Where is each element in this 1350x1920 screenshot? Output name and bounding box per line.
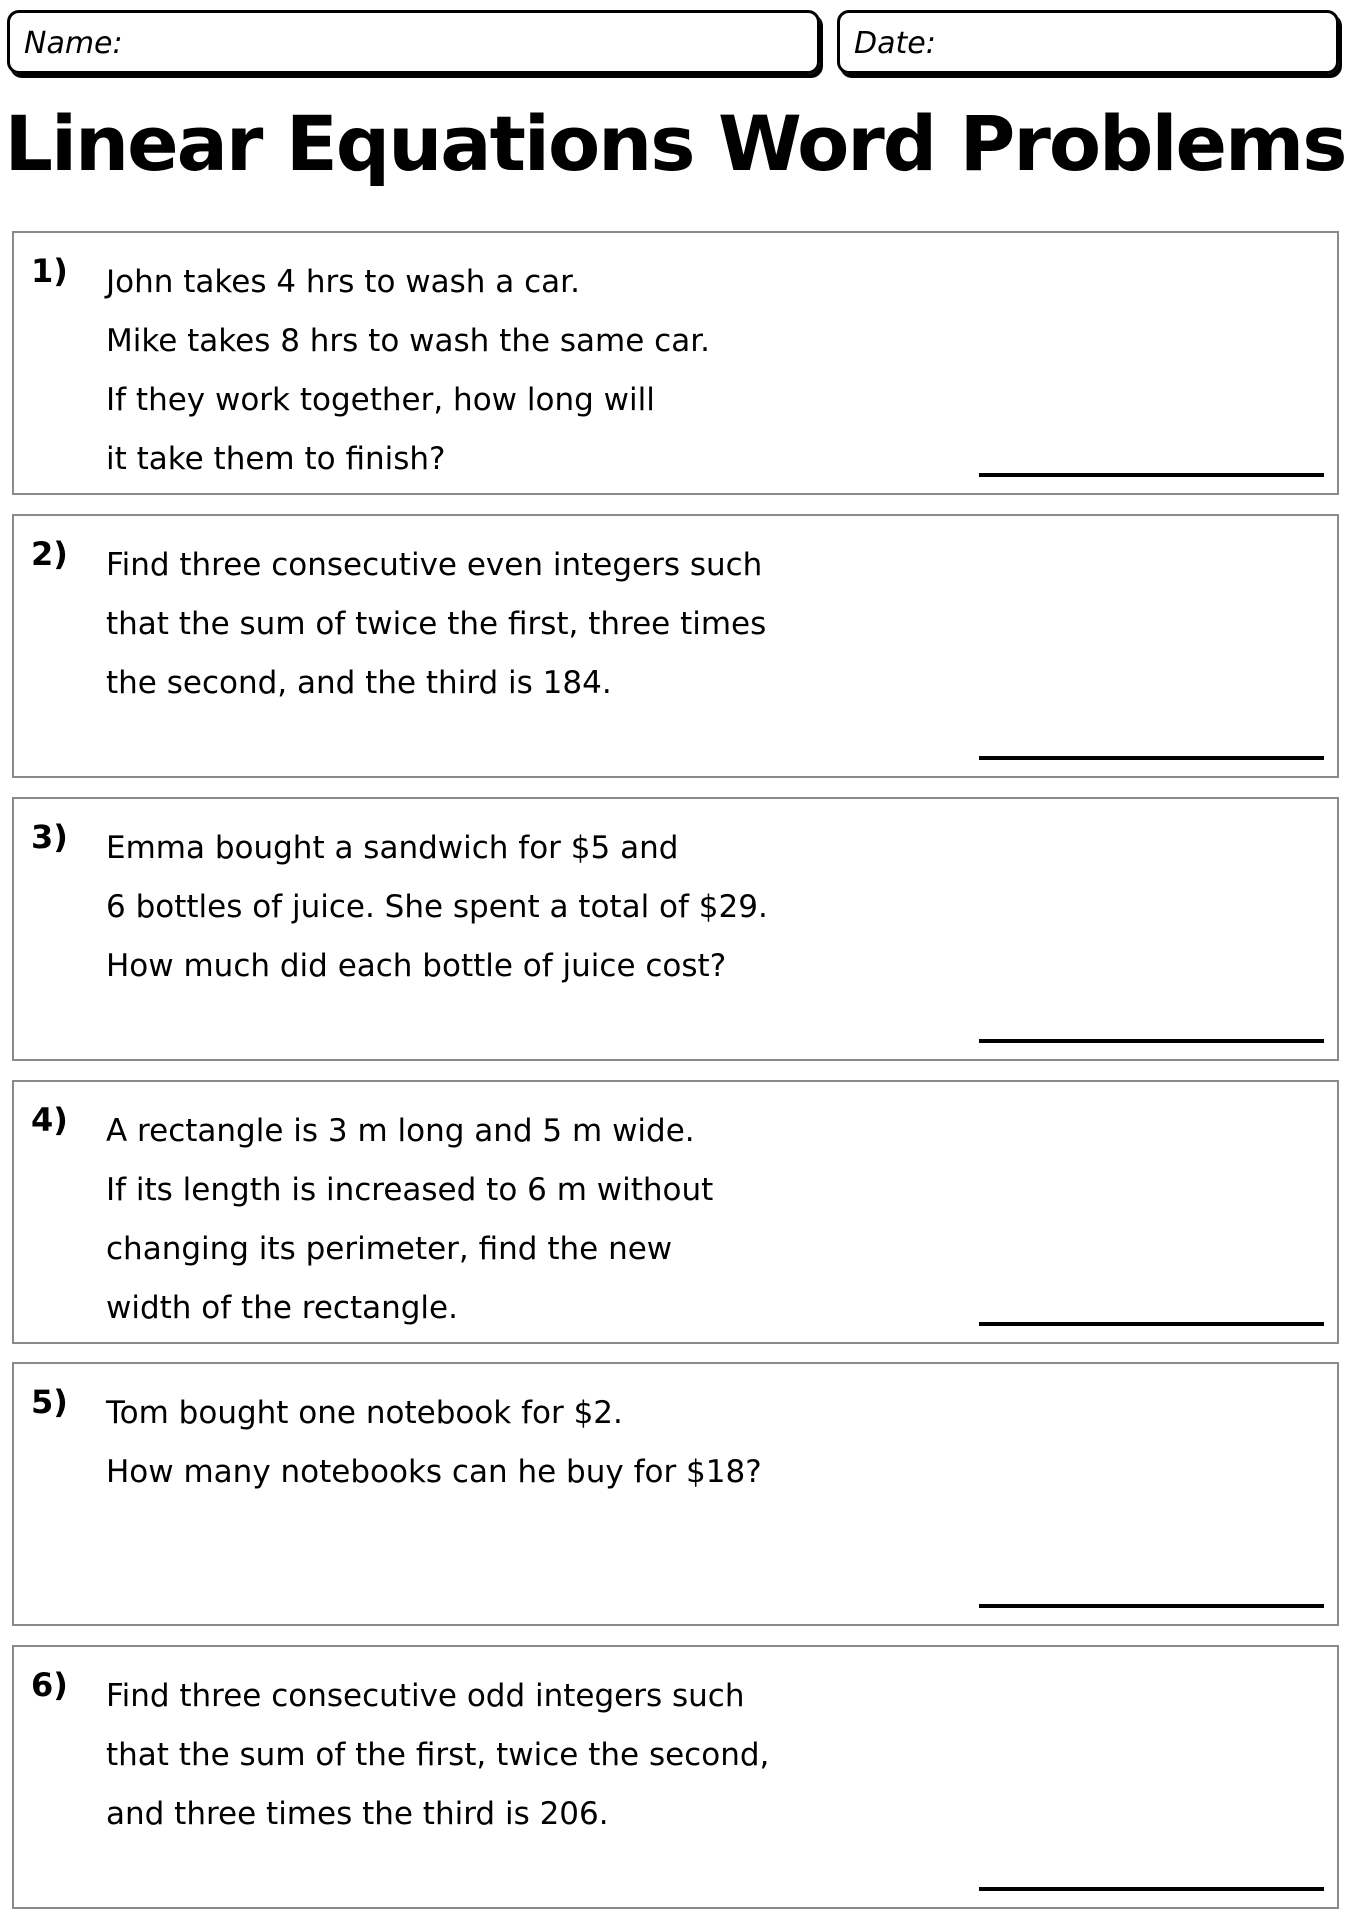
answer-line[interactable] xyxy=(979,1604,1324,1608)
problem-line: that the sum of the first, twice the second, xyxy=(106,1737,770,1773)
problem-text xyxy=(106,253,710,489)
problem-text xyxy=(106,1102,713,1338)
problem-line: the second, and the third is 184. xyxy=(106,665,612,701)
problem-1 xyxy=(12,231,1339,495)
name-label: Name: xyxy=(24,26,123,61)
problem-text xyxy=(106,1384,762,1502)
problem-text xyxy=(106,819,768,996)
problem-line: 6 bottles of juice. She spent a total of $29. xyxy=(106,889,768,925)
date-field[interactable] xyxy=(837,10,1339,74)
problem-number: 6) xyxy=(31,1666,68,1704)
problem-line: Find three consecutive even integers such xyxy=(106,547,763,583)
problem-number: 2) xyxy=(31,535,68,573)
problem-line: Tom bought one notebook for $2. xyxy=(106,1395,623,1431)
problem-2 xyxy=(12,514,1339,778)
problem-4 xyxy=(12,1080,1339,1344)
name-field[interactable] xyxy=(7,10,820,74)
problem-line: If its length is increased to 6 m without xyxy=(106,1172,714,1208)
answer-line[interactable] xyxy=(979,1039,1324,1043)
problem-line: changing its perimeter, find the new xyxy=(106,1231,673,1267)
problem-line: John takes 4 hrs to wash a car. xyxy=(106,264,580,300)
problem-line: Find three consecutive odd integers such xyxy=(106,1678,745,1714)
problem-line: How much did each bottle of juice cost? xyxy=(106,948,727,984)
problem-line: If they work together, how long will xyxy=(106,382,655,418)
problem-3 xyxy=(12,797,1339,1061)
problem-line: Emma bought a sandwich for $5 and xyxy=(106,830,679,866)
problem-text xyxy=(106,536,766,713)
problem-line: How many notebooks can he buy for $18? xyxy=(106,1454,762,1490)
answer-line[interactable] xyxy=(979,1887,1324,1891)
problem-line: it take them to finish? xyxy=(106,441,446,477)
date-label: Date: xyxy=(854,26,936,61)
problem-number: 1) xyxy=(31,252,68,290)
problem-line: Mike takes 8 hrs to wash the same car. xyxy=(106,323,710,359)
answer-line[interactable] xyxy=(979,1322,1324,1326)
problem-line: that the sum of twice the first, three times xyxy=(106,606,767,642)
problem-line: width of the rectangle. xyxy=(106,1290,458,1326)
problem-number: 3) xyxy=(31,818,68,856)
problem-number: 4) xyxy=(31,1101,68,1139)
problem-text xyxy=(106,1667,769,1844)
page-title: Linear Equations Word Problems xyxy=(4,99,1346,188)
answer-line[interactable] xyxy=(979,756,1324,760)
answer-line[interactable] xyxy=(979,473,1324,477)
problem-line: A rectangle is 3 m long and 5 m wide. xyxy=(106,1113,695,1149)
problem-number: 5) xyxy=(31,1383,68,1421)
problem-line: and three times the third is 206. xyxy=(106,1796,609,1832)
problem-6 xyxy=(12,1645,1339,1909)
problem-5 xyxy=(12,1362,1339,1626)
